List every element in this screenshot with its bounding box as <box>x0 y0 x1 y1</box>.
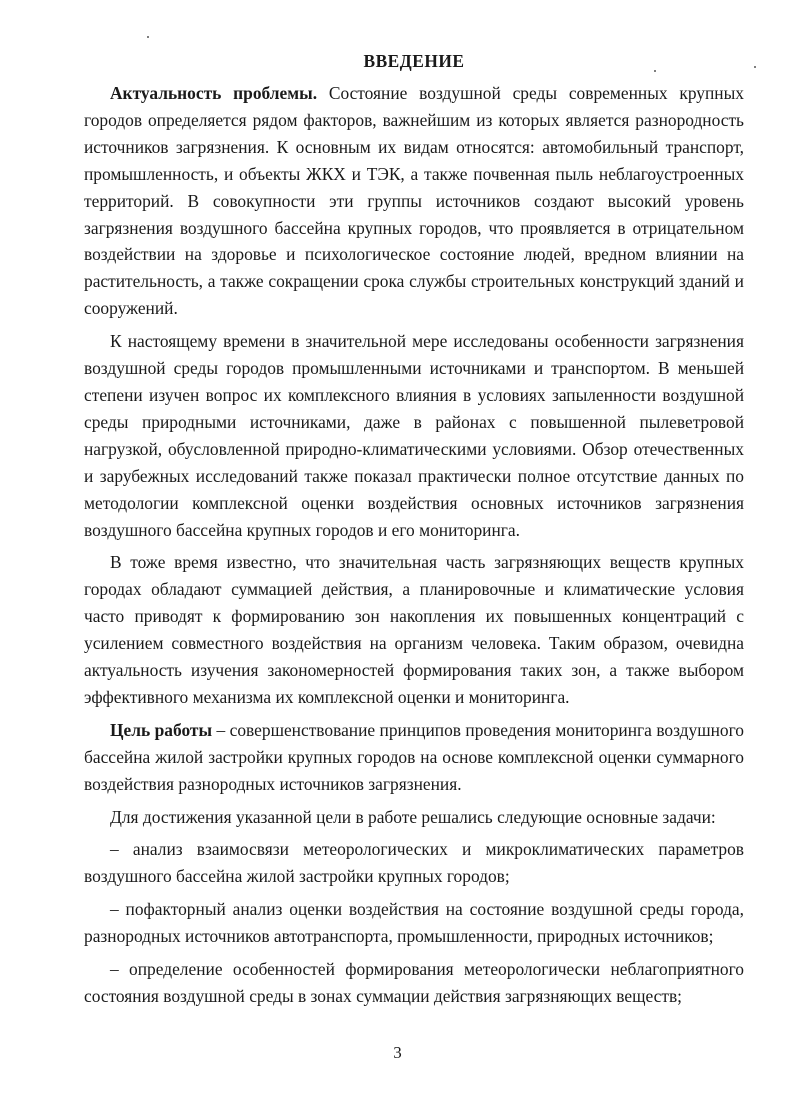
paragraph-text: К настоящему времени в значительной мере исследованы особенности загрязнения воздушной среды городов промышленными источниками и транспортом. В меньшей степени изучен вопрос их комплексного влияния в условиях запыленности воздушной среды природными источниками, даже в районах с повышенной пылеветровой нагрузкой, обусловленной природно-климатическими условиями. Обзор отечественных и зарубежных исследований также показал практически полное отсутствие данных по методологии комплексной оценки воздействия основных источников загрязнения воздушного бассейна крупных городов и его мониторинга. <box>84 331 744 540</box>
paragraph-text: Состояние воздушной среды современных крупных городов определяется рядом факторов, важнейшим из которых является разнородность источников загрязнения. К основным их видам относятся: автомобильный транспорт, промышленность, и объекты ЖКХ и ТЭК, а также почвенная пыль неблагоустроенных территорий. В совокупности эти группы источников создают высокий уровень загрязнения воздушного бассейна крупных городов, что проявляется в отрицательном воздействии на здоровье и психологическое состояние людей, вредном влиянии на растительность, а также сокращении срока службы строительных конструкций зданий и сооружений. <box>84 83 744 319</box>
paragraph-text: – пофакторный анализ оценки воздействия на состояние воздушной среды города, разнородных источников автотранспорта, промышленности, природных источников; <box>84 899 744 947</box>
paragraph-text: – анализ взаимосвязи метеорологических и микроклиматических параметров воздушного бассейна жилой застройки крупных городов; <box>84 839 744 887</box>
task-item <box>84 956 744 1010</box>
paragraph-relevance <box>84 80 744 322</box>
scan-speck <box>147 36 149 38</box>
page-title: ВВЕДЕНИЕ <box>363 51 465 71</box>
paragraph-research-state <box>84 328 744 543</box>
scan-speck <box>754 66 756 68</box>
paragraph-summation <box>84 549 744 710</box>
paragraph-text: Для достижения указанной цели в работе решались следующие основные задачи: <box>110 806 716 827</box>
paragraph-goal <box>84 717 744 798</box>
page-number: 3 <box>393 1043 402 1062</box>
task-item <box>84 896 744 950</box>
paragraph-lead: Актуальность проблемы. <box>110 83 318 103</box>
paragraph-tasks-intro <box>84 804 744 831</box>
paragraph-text: В тоже время известно, что значительная часть загрязняющих веществ крупных городах обладают суммацией действия, а планировочные и климатические условия часто приводят к формированию зон накопления их повышенных концентраций с усилением совместного воздействия на организм человека. Таким образом, очевидна актуальность изучения закономерностей формирования таких зон, а также выбором эффективного механизма их комплексной оценки и мониторинга. <box>84 552 744 707</box>
paragraph-text: – совершенствование принципов проведения мониторинга воздушного бассейна жилой застройки крупных городов на основе комплексной оценки суммарного воздействия разнородных источников загрязнения. <box>84 719 744 794</box>
task-item <box>84 836 744 890</box>
paragraph-text: – определение особенностей формирования метеорологически неблагоприятного состояния воздушной среды в зонах суммации действия загрязняющих веществ; <box>84 959 744 1006</box>
paragraph-lead: Цель работы <box>110 719 213 740</box>
document-page <box>84 48 744 1010</box>
